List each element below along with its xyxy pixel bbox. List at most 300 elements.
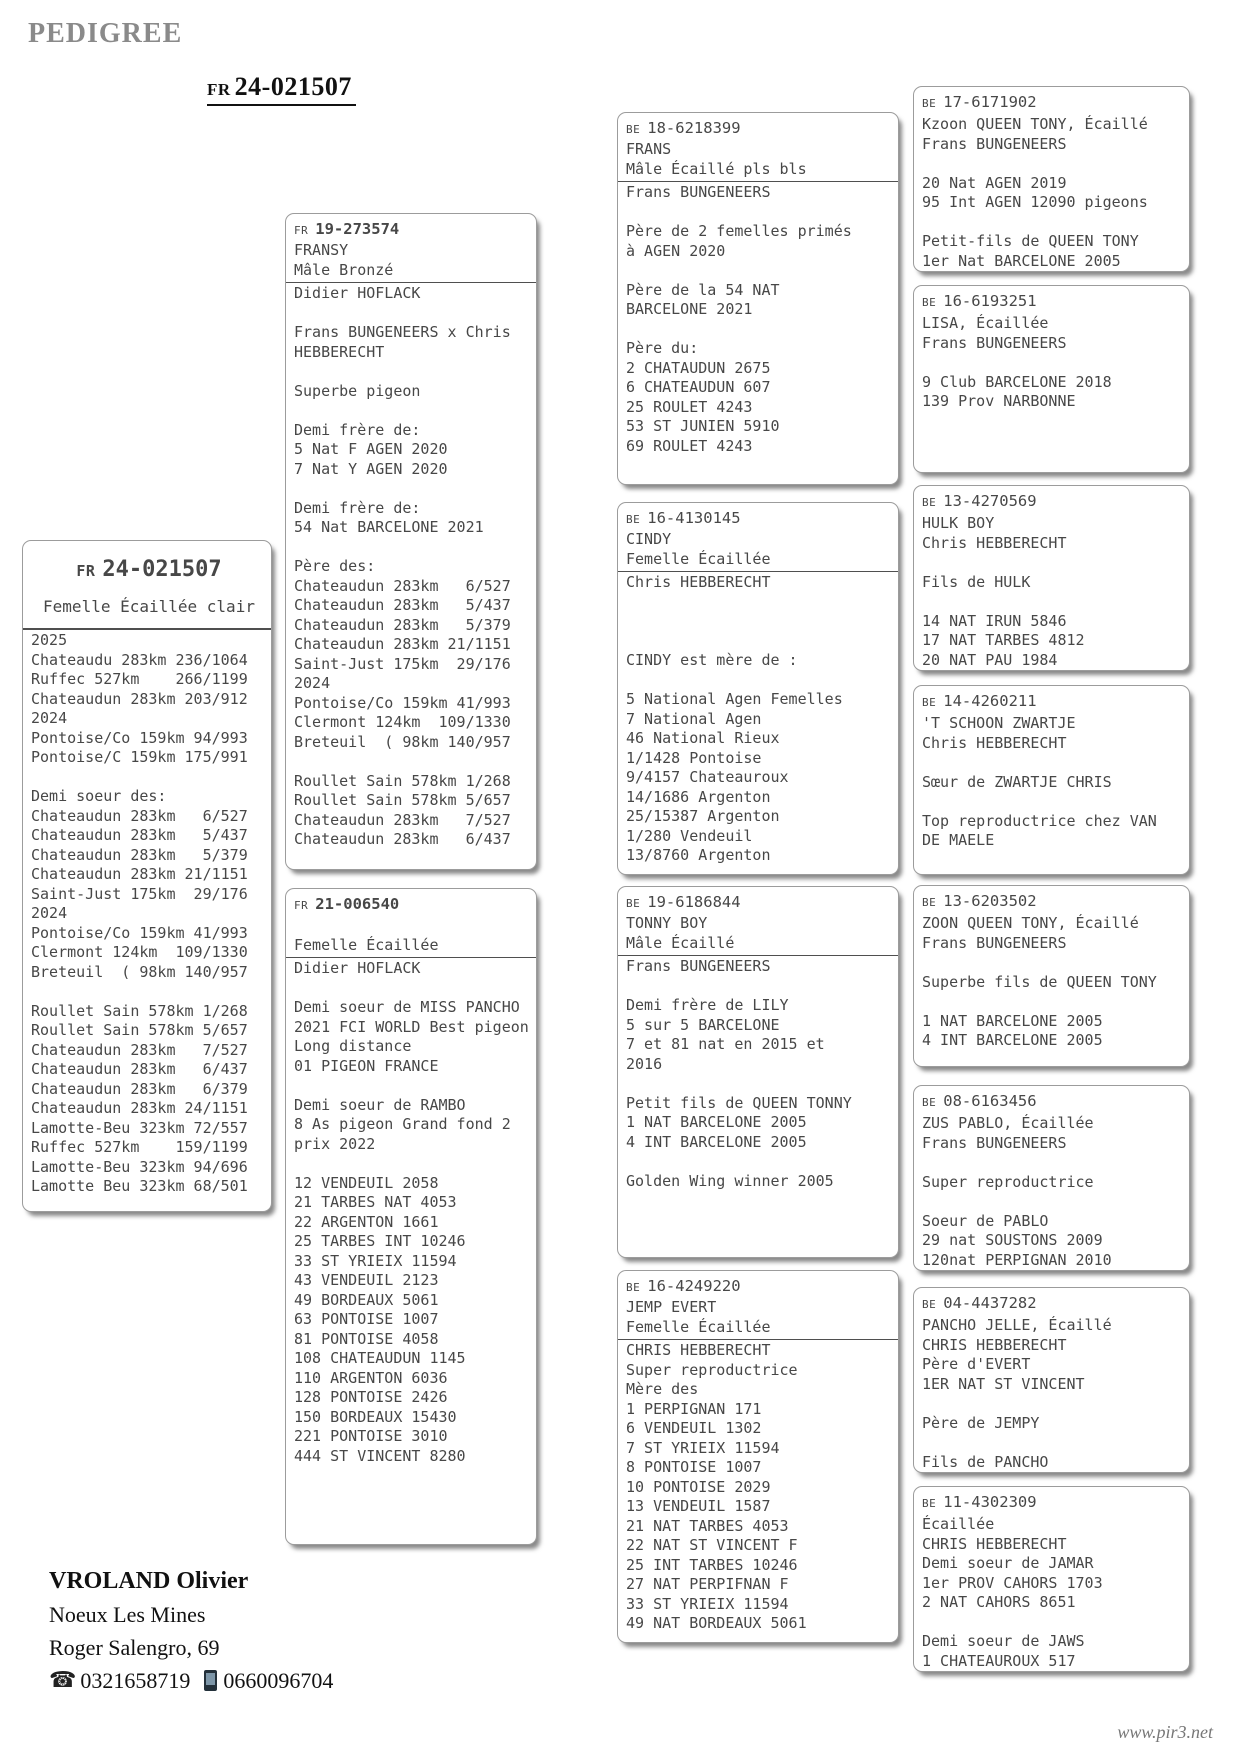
box-line: 95 Int AGEN 12090 pigeons [922, 193, 1148, 211]
box-title-line: JEMP EVERT [626, 1298, 717, 1316]
box-line: LISA, Écaillée [922, 314, 1049, 332]
box-title-line: Femelle Écaillée clair [43, 597, 255, 616]
box-line: 13 VENDEUIL 1587 [626, 1497, 771, 1515]
box-line: 81 PONTOISE 4058 [294, 1329, 439, 1348]
box-line: 108 CHATEAUDUN 1145 [294, 1349, 466, 1367]
box-line: Chris HEBBERECHT [922, 733, 1067, 752]
box-line: Écaillée [922, 1515, 995, 1533]
box-line: Demi soeur de JAMAR [922, 1554, 1094, 1572]
box-line: 150 BORDEAUX 15430 [294, 1407, 457, 1426]
box-line: 9/4157 Chateauroux [626, 768, 789, 786]
box-line: PANCHO JELLE, Écaillé [922, 1316, 1112, 1334]
box-body [922, 1315, 1185, 1472]
box-line: 33 ST YRIEIX 11594 [294, 1251, 457, 1270]
ring-country-code: BE [626, 513, 641, 526]
box-line [626, 320, 894, 340]
box-line: Chateaudun 283km 6/527 [31, 806, 248, 825]
box-line: 2025 [31, 631, 68, 649]
box-line: 2024 [31, 904, 68, 922]
box-line: 13/8760 Argenton [626, 846, 771, 864]
box-line: Mère des [626, 1380, 699, 1398]
box-line: 139 Prov NARBONNE [922, 392, 1076, 410]
box-line: CINDY est mère de : [626, 651, 798, 669]
box-line [294, 752, 532, 772]
box-line: 1er Nat BARCELONE 2005 [922, 251, 1121, 270]
box-line: Superbe pigeon [294, 381, 421, 400]
box-line: 8 As pigeon Grand fond 2 [294, 1115, 511, 1133]
box-body [922, 513, 1185, 670]
box-header [23, 555, 271, 630]
box-line: Sœur de ZWARTJE CHRIS [922, 772, 1112, 791]
box-line [626, 977, 894, 997]
box-line: Père des: [294, 557, 376, 575]
box-line: 1 CHATEAUROUX 517 [922, 1651, 1076, 1670]
ring-id [922, 1091, 1185, 1113]
ring-id [294, 894, 532, 916]
box-line: Soeur de PABLO [922, 1211, 1049, 1230]
box-line [922, 1433, 1185, 1453]
box-line: Père d'EVERT [922, 1355, 1031, 1373]
pedigree-box-ggp-be-17-6171902 [913, 86, 1190, 272]
telephone-icon: ☎ [49, 1668, 77, 1693]
box-line: 10 PONTOISE 2029 [626, 1477, 771, 1496]
box-line: Chateaudun 283km 5/379 [31, 845, 248, 864]
box-line: Ruffec 527km 159/1199 [31, 1138, 248, 1156]
ring-country-code: FR [294, 224, 309, 237]
box-line: Frans BUNGENEERS [626, 183, 771, 201]
box-line: Didier HOFLACK [294, 284, 421, 302]
box-line: Chateaudun 283km 24/1151 [31, 1099, 248, 1117]
box-line: 22 NAT ST VINCENT F [626, 1536, 798, 1554]
box-line: Frans BUNGENEERS [922, 134, 1067, 153]
box-line: Demi frère de: [294, 420, 421, 439]
box-line [922, 792, 1185, 812]
box-line: Roullet Sain 578km 5/657 [31, 1021, 248, 1039]
ring-number: 19-273574 [315, 220, 400, 238]
box-line [922, 213, 1185, 233]
ring-id [922, 491, 1185, 513]
page-title: PEDIGREE [28, 18, 183, 49]
box-line: Pontoise/C 159km 175/991 [31, 748, 248, 766]
box-title-line: Femelle Écaillée [626, 549, 771, 568]
box-line: 22 ARGENTON 1661 [294, 1212, 439, 1231]
pedigree-box-subject-fr-24-021507 [22, 540, 272, 1212]
ring-id [922, 291, 1185, 313]
box-title-line: Femelle Écaillée [294, 935, 439, 954]
box-line [294, 401, 532, 421]
subject-ring-heading [207, 72, 356, 106]
box-body [626, 956, 894, 1191]
box-line: 4 INT BARCELONE 2005 [626, 1132, 807, 1151]
box-body [922, 1113, 1185, 1270]
box-line: 46 National Rieux [626, 729, 780, 747]
box-line: 1er PROV CAHORS 1703 [922, 1573, 1103, 1592]
box-line: Pontoise/Co 159km 41/993 [31, 923, 248, 942]
box-line: 2 NAT CAHORS 8651 [922, 1593, 1076, 1611]
box-header [922, 691, 1185, 713]
box-line: 1/1428 Pontoise [626, 748, 762, 767]
box-line: ZOON QUEEN TONY, Écaillé [922, 914, 1139, 932]
box-line: Chateaudu 283km 236/1064 [31, 650, 248, 669]
box-line: HULK BOY [922, 514, 995, 532]
ring-number: 16-4130145 [647, 509, 741, 527]
box-line: Roullet Sain 578km 1/268 [31, 1001, 248, 1020]
ring-id [922, 691, 1185, 713]
box-line: Roullet Sain 578km 1/268 [294, 771, 511, 790]
box-line [922, 154, 1185, 174]
box-title-line: Mâle Écaillé pls bls [626, 159, 807, 178]
box-line: 1ER NAT ST VINCENT [922, 1374, 1085, 1393]
box-line: 2021 FCI WORLD Best pigeon [294, 1017, 529, 1036]
ring-number: 21-006540 [315, 895, 400, 913]
ring-country-code: BE [922, 896, 937, 909]
box-line: HEBBERECHT [294, 342, 385, 361]
box-line: 5 Nat F AGEN 2020 [294, 440, 448, 458]
box-title-line: Mâle Écaillé [626, 933, 735, 952]
ring-number: 24-021507 [102, 557, 222, 582]
ring-number: 13-4270569 [943, 492, 1037, 510]
box-line: Chateaudun 283km 6/437 [31, 1060, 248, 1078]
box-line: Chateaudun 283km 203/912 [31, 689, 248, 708]
box-line: Super reproductrice [922, 1172, 1094, 1191]
box-line: prix 2022 [294, 1134, 376, 1153]
box-line: Demi soeur de MISS PANCHO [294, 998, 520, 1016]
box-line: Chateaudun 283km 21/1151 [31, 865, 248, 883]
box-line: 1 NAT BARCELONE 2005 [626, 1113, 807, 1131]
ring-country-code: BE [922, 97, 937, 110]
box-line: 7 Nat Y AGEN 2020 [294, 459, 448, 478]
ring-id [626, 118, 894, 140]
box-line [31, 982, 267, 1002]
box-line: Chateaudun 283km 6/527 [294, 576, 511, 595]
box-line: 6 CHATEAUDUN 607 [626, 378, 771, 396]
box-line: Lamotte-Beu 323km 94/696 [31, 1157, 248, 1176]
ring-number: 18-6218399 [647, 119, 741, 137]
box-line: Roullet Sain 578km 5/657 [294, 791, 511, 809]
box-line: 29 nat SOUSTONS 2009 [922, 1231, 1103, 1249]
box-header [922, 491, 1185, 513]
owner-street: Roger Salengro, 69 [49, 1635, 220, 1660]
box-line: 14/1686 Argenton [626, 787, 771, 806]
pedigree-box-sire-fr-19-273574 [285, 213, 537, 870]
box-line [626, 1152, 894, 1172]
box-header [922, 291, 1185, 313]
box-line: 49 NAT BORDEAUX 5061 [626, 1614, 807, 1632]
ring-id [922, 1492, 1185, 1514]
box-line [294, 1076, 532, 1096]
box-line: 7 et 81 nat en 2015 et [626, 1035, 825, 1053]
box-line: 20 Nat AGEN 2019 [922, 173, 1067, 192]
pedigree-box-ggp-be-04-4437282 [913, 1287, 1190, 1473]
box-line: Chris HEBBERECHT [626, 573, 771, 591]
ring-number: 13-6203502 [943, 892, 1037, 910]
box-title-line: CINDY [626, 530, 672, 548]
box-header [286, 894, 536, 958]
box-body [294, 283, 532, 850]
box-body [922, 713, 1185, 851]
box-body [294, 958, 532, 1466]
mobile-number: 0660096704 [223, 1668, 334, 1693]
box-line [294, 1154, 532, 1174]
box-line [922, 1613, 1185, 1633]
ring-id [922, 92, 1185, 114]
box-line: Saint-Just 175km 29/176 [31, 884, 248, 903]
ring-country-code: BE [626, 123, 641, 136]
box-line: 53 ST JUNIEN 5910 [626, 417, 780, 435]
box-line: Lamotte-Beu 323km 72/557 [31, 1118, 248, 1137]
box-line: 25 ROULET 4243 [626, 397, 753, 416]
box-title-line [294, 916, 532, 936]
box-line: Demi soeur des: [31, 787, 167, 805]
website-link: www.pir3.net [1117, 1722, 1213, 1742]
box-line: Superbe fils de QUEEN TONY [922, 972, 1157, 991]
ring-country-code: BE [626, 897, 641, 910]
box-title-line: FRANS [626, 140, 672, 158]
box-line: Clermont 124km 109/1330 [294, 713, 511, 731]
box-line: Père de 2 femelles primés [626, 222, 852, 240]
box-line: 20 NAT PAU 1984 [922, 650, 1058, 669]
pedigree-box-dam-sire-be-19-6186844 [617, 886, 899, 1258]
ring-number: 08-6163456 [943, 1092, 1037, 1110]
box-line [922, 553, 1185, 573]
ring-number: 16-6193251 [943, 292, 1037, 310]
box-line: Demi soeur de JAWS [922, 1632, 1085, 1650]
box-line: 1 PERPIGNAN 171 [626, 1399, 762, 1418]
box-line: 01 PIGEON FRANCE [294, 1056, 439, 1075]
box-header [922, 92, 1185, 114]
ring-country-code: FR [294, 899, 309, 912]
box-line: Demi soeur de RAMBO [294, 1095, 466, 1114]
box-line: Saint-Just 175km 29/176 [294, 654, 511, 673]
box-body [626, 1340, 894, 1634]
ring-id [626, 1276, 894, 1298]
pedigree-box-dam-fr-21-006540 [285, 888, 537, 1545]
box-header [618, 892, 898, 956]
ring-id [922, 1293, 1185, 1315]
box-line: Père de JEMPY [922, 1413, 1040, 1432]
box-line [922, 1192, 1185, 1212]
box-line: 110 ARGENTON 6036 [294, 1368, 448, 1387]
box-line: à AGEN 2020 [626, 241, 726, 260]
box-line: 128 PONTOISE 2426 [294, 1388, 448, 1406]
box-line: 5 sur 5 BARCELONE [626, 1015, 780, 1034]
ring-id [294, 219, 532, 241]
box-line: Demi frère de LILY [626, 996, 789, 1014]
box-line: 12 VENDEUIL 2058 [294, 1173, 439, 1192]
box-line: Petit fils de QUEEN TONNY [626, 1093, 852, 1112]
box-line [922, 353, 1185, 373]
box-line [922, 992, 1185, 1012]
box-title-line: Femelle Écaillée [626, 1317, 771, 1336]
box-line: Frans BUNGENEERS [626, 957, 771, 975]
box-line: Pontoise/Co 159km 41/993 [294, 693, 511, 712]
box-line: Pontoise/Co 159km 94/993 [31, 728, 248, 747]
box-line: Breteuil ( 98km 140/957 [31, 962, 248, 981]
pedigree-box-sire-sire-be-18-6218399 [617, 112, 899, 485]
box-body [922, 313, 1185, 412]
box-line: 21 NAT TARBES 4053 [626, 1516, 789, 1535]
pedigree-box-ggp-be-08-6163456 [913, 1085, 1190, 1271]
box-line: DE MAELE [922, 831, 995, 849]
ring-number: 04-4437282 [943, 1294, 1037, 1312]
box-line: Père de la 54 NAT [626, 280, 780, 299]
box-line: 4 INT BARCELONE 2005 [922, 1031, 1103, 1049]
ring-country-code: BE [922, 496, 937, 509]
box-line [626, 593, 894, 613]
box-body [922, 1514, 1185, 1671]
box-line: Frans BUNGENEERS [922, 333, 1067, 352]
ring-country-code: FR [76, 562, 96, 580]
box-title-line: Mâle Bronzé [294, 260, 394, 279]
ring-country-code: BE [922, 1497, 937, 1510]
pedigree-box-ggp-be-13-6203502 [913, 885, 1190, 1067]
box-line: Chris HEBBERECHT [922, 533, 1067, 552]
box-line [922, 1153, 1185, 1173]
box-line: Chateaudun 283km 6/379 [31, 1079, 248, 1098]
box-line: BARCELONE 2021 [626, 300, 753, 318]
box-header [618, 1276, 898, 1340]
box-line: 25 TARBES INT 10246 [294, 1232, 466, 1250]
box-body [922, 913, 1185, 1051]
box-line: Long distance [294, 1037, 412, 1055]
box-line [626, 612, 894, 632]
box-body [31, 630, 267, 1197]
box-line: 'T SCHOON ZWARTJE [922, 714, 1076, 732]
box-title-line: FRANSY [294, 241, 349, 259]
box-title-line: TONNY BOY [626, 914, 708, 932]
box-line [922, 753, 1185, 773]
box-line: 221 PONTOISE 3010 [294, 1427, 448, 1445]
box-line: 9 Club BARCELONE 2018 [922, 372, 1112, 391]
box-line [626, 203, 894, 223]
box-line: Golden Wing winner 2005 [626, 1171, 834, 1190]
box-line: 27 NAT PERPIFNAN F [626, 1575, 789, 1593]
phone-number: 0321658719 [80, 1668, 191, 1693]
ring-number: 17-6171902 [943, 93, 1037, 111]
box-line: Fils de PANCHO [922, 1452, 1049, 1471]
box-line [294, 362, 532, 382]
box-line: Demi frère de: [294, 498, 421, 517]
ring-number: 11-4302309 [943, 1493, 1037, 1511]
box-line: 2016 [626, 1054, 663, 1073]
box-line [294, 304, 532, 324]
box-line: Didier HOFLACK [294, 959, 421, 977]
ring-number: 14-4260211 [943, 692, 1037, 710]
box-line: 7 National Agen [626, 709, 762, 728]
box-header [286, 219, 536, 283]
box-line: 14 NAT IRUN 5846 [922, 611, 1067, 630]
ring-country-code: BE [922, 1096, 937, 1109]
box-header [618, 508, 898, 572]
box-line: Lamotte Beu 323km 68/501 [31, 1177, 248, 1195]
box-line: Chateaudun 283km 21/1151 [294, 635, 511, 653]
box-line [294, 479, 532, 499]
box-line: CHRIS HEBBERECHT [922, 1534, 1067, 1553]
box-line: 25 INT TARBES 10246 [626, 1555, 798, 1574]
owner-name: VROLAND Olivier [49, 1568, 249, 1594]
box-line: CHRIS HEBBERECHT [626, 1341, 771, 1359]
box-line: 2024 [31, 709, 68, 727]
box-line: 2024 [294, 674, 331, 692]
box-line: Petit-fils de QUEEN TONY [922, 232, 1139, 250]
box-line: Chateaudun 283km 5/437 [294, 596, 511, 614]
box-line: Fils de HULK [922, 572, 1031, 591]
box-line: Chateaudun 283km 5/437 [31, 826, 248, 844]
box-line: ZUS PABLO, Écaillée [922, 1114, 1094, 1132]
box-line: Chateaudun 283km 7/527 [31, 1040, 248, 1059]
box-header [922, 891, 1185, 913]
box-line: 63 PONTOISE 1007 [294, 1310, 439, 1328]
subject-ring-country: FR [207, 80, 231, 99]
ring-id [31, 555, 267, 586]
box-body [626, 182, 894, 456]
box-body [626, 572, 894, 866]
box-line: Chateaudun 283km 5/379 [294, 615, 511, 634]
box-line: 54 Nat BARCELONE 2021 [294, 518, 484, 536]
box-header [922, 1293, 1185, 1315]
box-line: Ruffec 527km 266/1199 [31, 670, 248, 688]
ring-id [626, 508, 894, 530]
box-line: Frans BUNGENEERS [922, 1133, 1067, 1152]
ring-number: 16-4249220 [647, 1277, 741, 1295]
box-line: Kzoon QUEEN TONY, Écaillé [922, 115, 1148, 133]
box-line [922, 1394, 1185, 1414]
ring-country-code: BE [922, 696, 937, 709]
ring-id [626, 892, 894, 914]
box-header [618, 118, 898, 182]
box-line [626, 632, 894, 652]
box-line: Frans BUNGENEERS x Chris [294, 323, 511, 341]
box-line [294, 979, 532, 999]
box-line [31, 768, 267, 788]
ring-id [922, 891, 1185, 913]
box-line [922, 953, 1185, 973]
owner-block [49, 1565, 333, 1697]
box-line: 25/15387 Argenton [626, 807, 780, 825]
box-line: 1/280 Vendeuil [626, 826, 753, 845]
box-line [922, 592, 1185, 612]
ring-country-code: BE [626, 1281, 641, 1294]
box-line: Frans BUNGENEERS [922, 933, 1067, 952]
box-line: 120nat PERPIGNAN 2010 [922, 1250, 1112, 1269]
mobile-phone-icon [204, 1670, 217, 1691]
box-line: 444 ST VINCENT 8280 [294, 1446, 466, 1465]
box-line: Clermont 124km 109/1330 [31, 943, 248, 961]
box-line [294, 538, 532, 558]
pedigree-box-ggp-be-14-4260211 [913, 685, 1190, 875]
ring-country-code: BE [922, 1298, 937, 1311]
box-line: Chateaudun 283km 6/437 [294, 830, 511, 848]
box-line [626, 261, 894, 281]
pedigree-box-sire-dam-be-16-4130145 [617, 502, 899, 875]
box-line: 1 NAT BARCELONE 2005 [922, 1011, 1103, 1030]
box-line: Chateaudun 283km 7/527 [294, 810, 511, 829]
box-line: Père du: [626, 339, 699, 357]
box-line: 21 TARBES NAT 4053 [294, 1193, 457, 1211]
box-line: 7 ST YRIEIX 11594 [626, 1438, 780, 1457]
box-line: 49 BORDEAUX 5061 [294, 1290, 439, 1309]
pedigree-box-dam-dam-be-16-4249220 [617, 1270, 899, 1643]
box-line [626, 671, 894, 691]
box-line: 43 VENDEUIL 2123 [294, 1271, 439, 1289]
owner-city: Noeux Les Mines [49, 1602, 206, 1627]
box-header [922, 1492, 1185, 1514]
box-line: Super reproductrice [626, 1360, 798, 1379]
subject-ring-number: 24-021507 [234, 72, 352, 101]
box-line: 6 VENDEUIL 1302 [626, 1419, 762, 1437]
box-line: Breteuil ( 98km 140/957 [294, 732, 511, 751]
box-line: 33 ST YRIEIX 11594 [626, 1594, 789, 1613]
